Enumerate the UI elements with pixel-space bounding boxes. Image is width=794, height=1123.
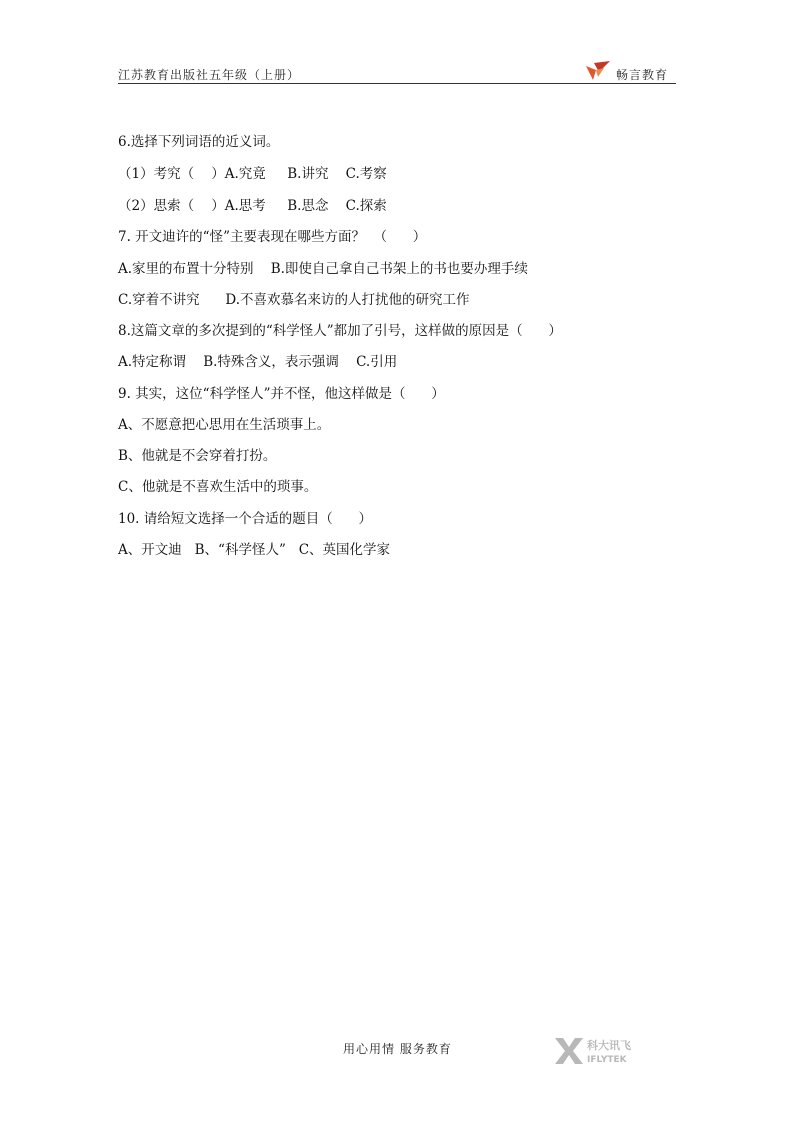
- page-footer: [0, 1030, 794, 1070]
- question-9-title: 9. 其实，这位“科学怪人”并不怪，他这样做是（ ）: [118, 386, 445, 402]
- question-10-options: A、开文迪 B、“科学怪人” C、英国化学家: [118, 542, 391, 558]
- logo-en-text: IFLYTEK: [587, 1055, 627, 1065]
- question-10-title: 10. 请给短文选择一个合适的题目（ ）: [118, 511, 373, 527]
- question-9-option-c: C、他就是不喜欢生活中的琐事。: [118, 479, 318, 495]
- question-7-options-cd: C.穿着不讲究 D.不喜欢慕名来访的人打扰他的研究工作: [118, 292, 470, 308]
- header-publisher-text: 江苏教育出版社五年级（上册）: [118, 68, 301, 82]
- question-9-option-b: B、他就是不会穿着打扮。: [118, 448, 277, 464]
- header-brand-text: 畅言教育: [615, 68, 668, 82]
- question-8-options: A.特定称谓 B.特殊含义，表示强调 C.引用: [118, 354, 398, 370]
- footer-slogan: 用心用情 服务教育: [343, 1042, 452, 1056]
- header-divider: [118, 83, 676, 84]
- question-6-title: 6.选择下列词语的近义词。: [118, 134, 280, 150]
- question-7-options-ab: A.家里的布置十分特别 B.即使自己拿自己书架上的书也要办理手续: [118, 261, 528, 277]
- question-8-title: 8.这篇文章的多次提到的“科学怪人”都加了引号，这样做的原因是（ ）: [118, 323, 562, 339]
- question-7-title: 7. 开文迪许的“怪”主要表现在哪些方面？ （ ）: [118, 229, 427, 245]
- question-9-option-a: A、不愿意把心思用在生活琐事上。: [118, 417, 331, 433]
- iflytek-logo-icon: [553, 1034, 645, 1066]
- logo-cn-text: 科大讯飞: [587, 1039, 631, 1052]
- header-brand: [584, 59, 668, 83]
- bird-logo-icon: [584, 60, 612, 82]
- question-6-item-2: （2）思索（ ）A.思考 B.思念 C.探索: [118, 198, 387, 214]
- question-6-item-1: （1）考究（ ）A.究竟 B.讲究 C.考察: [118, 166, 387, 182]
- page-header: [118, 58, 676, 84]
